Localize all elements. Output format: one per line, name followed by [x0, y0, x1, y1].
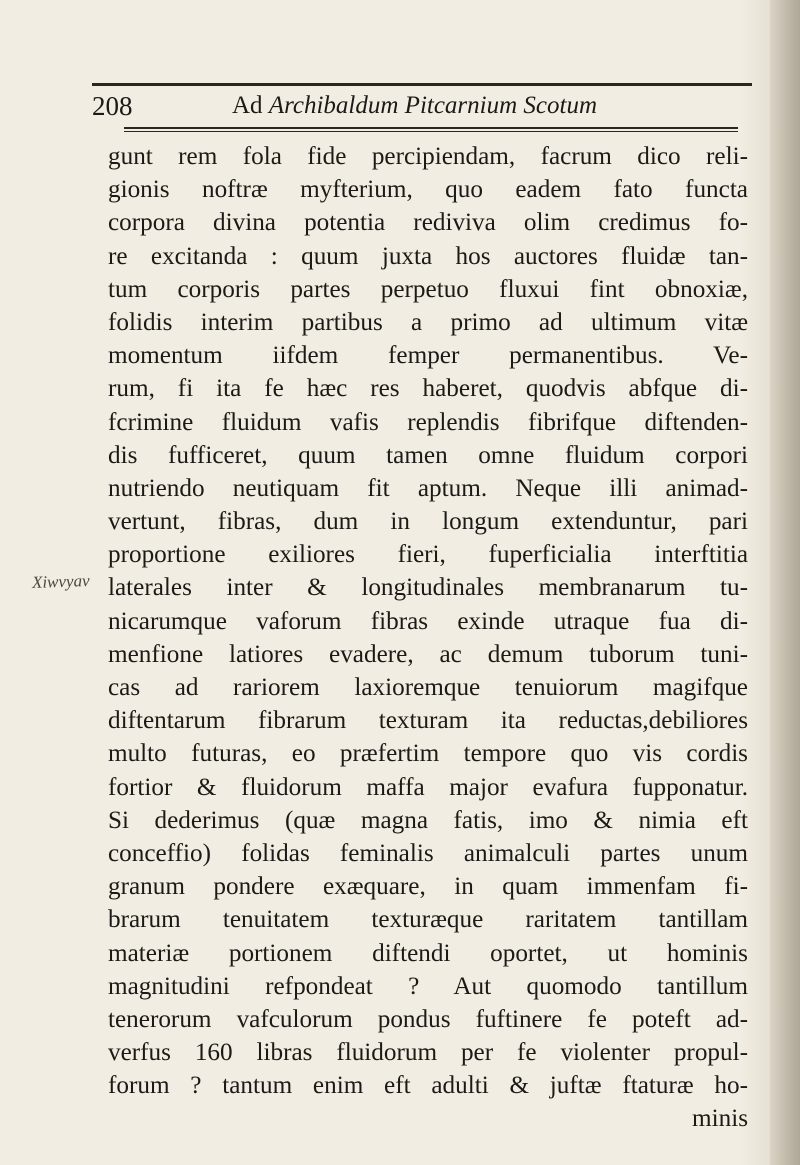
- text-line: gunt rem fola fide percipiendam, facrum dico reli-: [108, 143, 748, 170]
- page-number: 208: [92, 91, 133, 121]
- text-line: tum corporis partes perpetuo fluxui fint obnoxiæ,: [108, 275, 748, 303]
- text-line: minis: [692, 1105, 748, 1133]
- text-line: nicarumque vaforum fibras exinde utraque fua di-: [108, 607, 748, 635]
- text-line: granum pondere exæquare, in quam immenfam fi-: [108, 873, 748, 901]
- text-line: forum ? tantum enim eft adulti & juftæ ftaturæ ho-: [108, 1072, 748, 1100]
- text-line: diftentarum fibrarum texturam ita reductas,debiliores: [108, 707, 748, 735]
- text-line: cas ad rariorem laxioremque tenuiorum magifque: [108, 674, 748, 701]
- text-line: dis fufficeret, quum tamen omne fluidum corpori: [108, 441, 748, 469]
- text-line: vertunt, fibras, dum in longum extenduntur, pari: [108, 508, 748, 536]
- text-line: laterales inter & longitudinales membranarum tu-: [108, 574, 748, 602]
- text-line: Si dederimus (quæ magna fatis, imo & nimia eft: [108, 806, 748, 834]
- text-line: conceffio) folidas feminalis animalculi partes unum: [108, 839, 748, 867]
- text-line: multo futuras, eo præfertim tempore quo vis cordis: [108, 740, 748, 768]
- text-line: momentum iifdem femper permanentibus. Ve-: [108, 342, 748, 370]
- text-line: tenerorum vafculorum pondus fuftinere fe poteft ad-: [108, 1005, 748, 1033]
- running-head: [92, 88, 752, 124]
- text-line: verfus 160 libras fluidorum per fe violenter propul-: [108, 1039, 748, 1067]
- text-line: proportione exiliores fieri, fuperficialia interftitia: [108, 541, 748, 569]
- text-line: magnitudini refpondeat ? Aut quomodo tantillum: [108, 972, 748, 1000]
- text-line: brarum tenuitatem texturæque raritatem tantillam: [108, 906, 748, 934]
- text-line: nutriendo neutiquam fit aptum. Neque illi animad-: [108, 474, 748, 502]
- margin-note: Xiwvyav: [31, 571, 90, 592]
- text-line: gionis noftræ myfterium, quo eadem fato functa: [108, 176, 748, 204]
- text-line: fcrimine fluidum vafis replendis fibrifque diftenden-: [108, 408, 748, 436]
- top-rule: [92, 83, 752, 86]
- text-line: re excitanda : quum juxta hos auctores fluidæ tan-: [108, 242, 748, 270]
- header-rule: [124, 127, 738, 132]
- body-text: [108, 140, 748, 1136]
- text-line: materiæ portionem diftendi oportet, ut hominis: [108, 939, 748, 967]
- text-line: corpora divina potentia rediviva olim credimus fo-: [108, 209, 748, 237]
- running-title-italic: Archibaldum Pitcarnium Scotum: [268, 92, 598, 119]
- text-line: menfione latiores evadere, ac demum tuborum tuni-: [108, 640, 748, 668]
- page-edge-shadow: [770, 0, 800, 1165]
- text-line: rum, fi ita fe hæc res haberet, quodvis abfque di-: [108, 375, 748, 403]
- running-title: [232, 88, 597, 124]
- running-title-roman: Ad: [232, 92, 263, 119]
- text-line: fortior & fluidorum maffa major evafura fupponatur.: [108, 773, 748, 801]
- text-line: folidis interim partibus a primo ad ultimum vitæ: [108, 308, 748, 336]
